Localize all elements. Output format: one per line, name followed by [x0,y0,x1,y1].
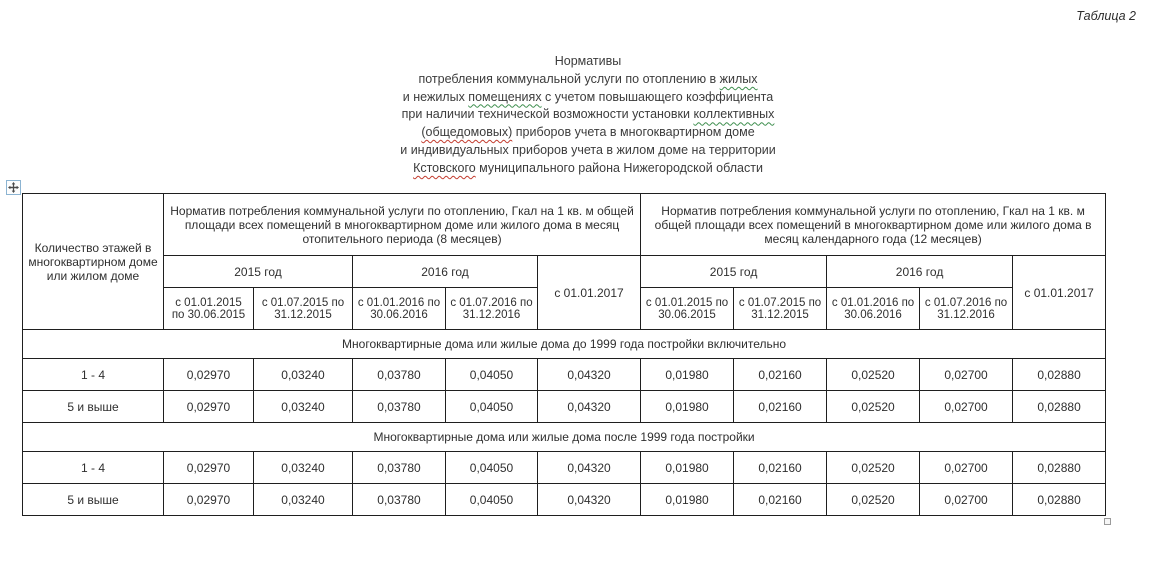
title-line [18,124,1150,142]
value-cell[interactable]: 0,04320 [538,484,641,516]
period-header-cell[interactable]: с 01.01.2016 по 30.06.2016 [353,288,446,330]
value-cell[interactable]: 0,02160 [734,391,827,423]
value-cell[interactable]: 0,02880 [1013,359,1106,391]
value-cell[interactable]: 0,03240 [254,484,353,516]
value-cell[interactable]: 0,02970 [164,484,254,516]
value-cell[interactable]: 0,02160 [734,452,827,484]
title-text: приборов учета в многоквартирном доме [512,125,755,140]
period-header-cell[interactable]: с 01.07.2015 по 31.12.2015 [734,288,827,330]
table-move-handle-icon[interactable] [6,180,21,195]
spelling-flagged-word: (общедомовых) [421,125,513,140]
norms-table [22,193,1106,516]
grammar-flagged-word: помещениях [468,89,542,104]
spelling-flagged-word: Кстовского [413,160,476,175]
period-header-cell[interactable]: с 01.07.2016 по 31.12.2016 [920,288,1013,330]
section-band-row [23,330,1106,359]
value-cell[interactable]: 0,03240 [254,391,353,423]
value-cell[interactable]: 0,04320 [538,391,641,423]
value-cell[interactable]: 0,01980 [641,452,734,484]
value-cell[interactable]: 0,04050 [446,359,538,391]
title-text: при наличии технической возможности установки [401,107,694,122]
value-cell[interactable]: 0,03240 [254,452,353,484]
value-cell[interactable]: 0,02700 [920,391,1013,423]
title-text: и индивидуальных приборов учета в жилом доме на территории [400,142,776,157]
value-cell[interactable]: 0,02700 [920,452,1013,484]
year-header-cell[interactable]: 2015 год [641,256,827,288]
year-header-cell[interactable]: с 01.01.2017 [538,256,641,330]
value-cell[interactable]: 0,02970 [164,359,254,391]
value-cell[interactable]: 0,03780 [353,484,446,516]
table-resize-handle-icon[interactable] [1104,518,1111,525]
year-header-cell[interactable]: 2015 год [164,256,353,288]
section-band-row [23,423,1106,452]
value-cell[interactable]: 0,04050 [446,391,538,423]
title-line [18,142,1150,160]
value-cell[interactable]: 0,02700 [920,484,1013,516]
value-cell[interactable]: 0,01980 [641,484,734,516]
value-cell[interactable]: 0,03780 [353,359,446,391]
value-cell[interactable]: 0,02520 [827,452,920,484]
value-cell[interactable]: 0,02160 [734,359,827,391]
section-band-cell[interactable]: Многоквартирные дома или жилые дома до 1999 года постройки включительно [23,330,1106,359]
value-cell[interactable]: 0,02970 [164,391,254,423]
value-cell[interactable]: 0,03780 [353,452,446,484]
value-cell[interactable]: 0,02520 [827,359,920,391]
row-label-cell[interactable]: 1 - 4 [23,359,164,391]
year-header-cell[interactable]: 2016 год [353,256,538,288]
row-label-cell[interactable]: 1 - 4 [23,452,164,484]
value-cell[interactable]: 0,04050 [446,484,538,516]
value-cell[interactable]: 0,01980 [641,359,734,391]
table-row [23,391,1106,423]
table-row [23,452,1106,484]
document-title [18,53,1150,178]
value-cell[interactable]: 0,02160 [734,484,827,516]
period-header-cell[interactable]: с 01.07.2015 по 31.12.2015 [254,288,353,330]
title-line [18,160,1150,178]
title-line [18,53,1150,71]
period-header-cell[interactable]: с 01.07.2016 по 31.12.2016 [446,288,538,330]
value-cell[interactable]: 0,02880 [1013,452,1106,484]
value-cell[interactable]: 0,01980 [641,391,734,423]
header-row-groups [23,194,1106,256]
period-header-cell[interactable]: с 01.01.2016 по 30.06.2016 [827,288,920,330]
table-row [23,359,1106,391]
value-cell[interactable]: 0,02520 [827,391,920,423]
value-cell[interactable]: 0,02880 [1013,391,1106,423]
title-line [18,71,1150,89]
title-line [18,106,1150,124]
period-header-cell[interactable]: с 01.01.2015 по 30.06.2015 [641,288,734,330]
corner-header-cell[interactable]: Количество этажей в многоквартирном доме или жилом доме [23,194,164,330]
year-header-cell[interactable]: с 01.01.2017 [1013,256,1106,330]
group-header-calendar-year[interactable]: Норматив потребления коммунальной услуги по отоплению, Гкал на 1 кв. м общей площади всех помещений в многоквартирном доме или жилого дома в месяц календарного года (12 месяцев) [641,194,1106,256]
value-cell[interactable]: 0,04050 [446,452,538,484]
header-row-years [23,256,1106,288]
value-cell[interactable]: 0,03780 [353,391,446,423]
value-cell[interactable]: 0,02700 [920,359,1013,391]
section-band-cell[interactable]: Многоквартирные дома или жилые дома после 1999 года постройки [23,423,1106,452]
value-cell[interactable]: 0,04320 [538,359,641,391]
value-cell[interactable]: 0,02520 [827,484,920,516]
value-cell[interactable]: 0,02970 [164,452,254,484]
period-header-cell[interactable]: с 01.01.2015 по 30.06.2015 [164,288,254,330]
grammar-flagged-word: жилых [719,71,758,86]
table-caption: Таблица 2 [1076,9,1136,23]
value-cell[interactable]: 0,03240 [254,359,353,391]
title-text: потребления коммунальной услуги по отоплению в [418,71,720,86]
row-label-cell[interactable]: 5 и выше [23,484,164,516]
title-line [18,89,1150,107]
grammar-flagged-word: коллективных [693,107,775,122]
group-header-heating-period[interactable]: Норматив потребления коммунальной услуги по отоплению, Гкал на 1 кв. м общей площади всех помещений в многоквартирном доме или жилого дома в месяц отопительного периода (8 месяцев) [164,194,641,256]
value-cell[interactable]: 0,02880 [1013,484,1106,516]
title-text: муниципального района Нижегородской области [475,160,763,175]
year-header-cell[interactable]: 2016 год [827,256,1013,288]
row-label-cell[interactable]: 5 и выше [23,391,164,423]
title-text: с учетом повышающего коэффициента [541,89,774,104]
table-row [23,484,1106,516]
four-arrows-icon [8,182,19,193]
title-text: Нормативы [554,54,622,68]
title-text: и нежилых [402,89,469,104]
value-cell[interactable]: 0,04320 [538,452,641,484]
